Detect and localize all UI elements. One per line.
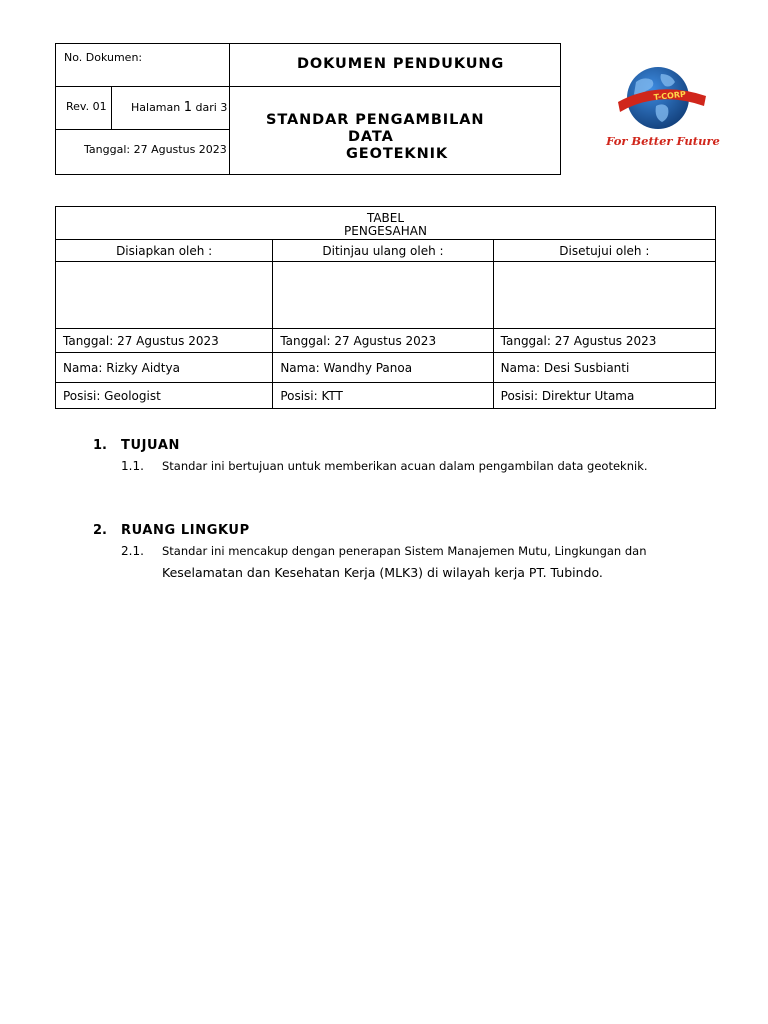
revision: Rev. 01 (66, 100, 107, 113)
title-line3: GEOTEKNIK (346, 146, 449, 162)
approval-title-row (56, 207, 716, 240)
signature-cell-prepared (56, 262, 273, 329)
header-divider-horizontal (56, 86, 560, 87)
header-divider-left (56, 129, 229, 130)
position-approved: Posisi: Direktur Utama (493, 383, 715, 409)
approval-title-line1: TABEL (366, 210, 405, 225)
title-line2: DATA (348, 129, 394, 145)
name-row (56, 353, 716, 383)
signature-row (56, 262, 716, 329)
section-1-title: TUJUAN (121, 438, 180, 453)
title-line1: STANDAR PENGAMBILAN (266, 112, 485, 128)
item-1-1-text: Standar ini bertujuan untuk memberikan acuan dalam pengambilan data geoteknik. (162, 459, 648, 473)
name-reviewed: Nama: Wandhy Panoa (273, 353, 493, 383)
name-prepared: Nama: Rizky Aidtya (56, 353, 273, 383)
approval-title-line2: PENGESAHAN (344, 223, 427, 238)
header-date: Tanggal: 27 Agustus 2023 (84, 143, 227, 156)
no-dokumen-label: No. Dokumen: (64, 51, 143, 64)
header-divider-rev (111, 86, 112, 129)
logo-tagline: For Better Future (606, 134, 720, 148)
page-prefix: Halaman (131, 101, 181, 114)
date-row (56, 329, 716, 353)
position-reviewed: Posisi: KTT (273, 383, 493, 409)
position-prepared: Posisi: Geologist (56, 383, 273, 409)
logo-banner-text: T-CORP (653, 89, 687, 102)
item-2-1-number: 2.1. (121, 544, 144, 558)
signature-cell-approved (493, 262, 715, 329)
column-approved-by: Disetujui oleh : (493, 240, 715, 262)
approval-title (56, 207, 716, 240)
name-approved: Nama: Desi Susbianti (493, 353, 715, 383)
section-2-title: RUANG LINGKUP (121, 523, 250, 538)
item-1-1-number: 1.1. (121, 459, 144, 473)
approval-header-row (56, 240, 716, 262)
date-approved: Tanggal: 27 Agustus 2023 (493, 329, 715, 353)
page-suffix: dari 3 (195, 101, 228, 114)
section-1-number: 1. (93, 438, 107, 453)
date-prepared: Tanggal: 27 Agustus 2023 (56, 329, 273, 353)
date-reviewed: Tanggal: 27 Agustus 2023 (273, 329, 493, 353)
doc-type: DOKUMEN PENDUKUNG (297, 56, 505, 72)
column-reviewed-by: Ditinjau ulang oleh : (273, 240, 493, 262)
page-number: 1 (183, 100, 193, 115)
document-header (55, 43, 561, 175)
signature-cell-reviewed (273, 262, 493, 329)
item-2-1-text-line2: Keselamatan dan Kesehatan Kerja (MLK3) di wilayah kerja PT. Tubindo. (162, 565, 603, 580)
column-prepared-by: Disiapkan oleh : (56, 240, 273, 262)
page-indicator (131, 100, 227, 115)
section-2-number: 2. (93, 523, 107, 538)
approval-table (55, 206, 716, 409)
item-2-1-text-line1: Standar ini mencakup dengan penerapan Sistem Manajemen Mutu, Lingkungan dan (162, 544, 647, 558)
position-row (56, 383, 716, 409)
header-divider-vertical (229, 44, 230, 174)
